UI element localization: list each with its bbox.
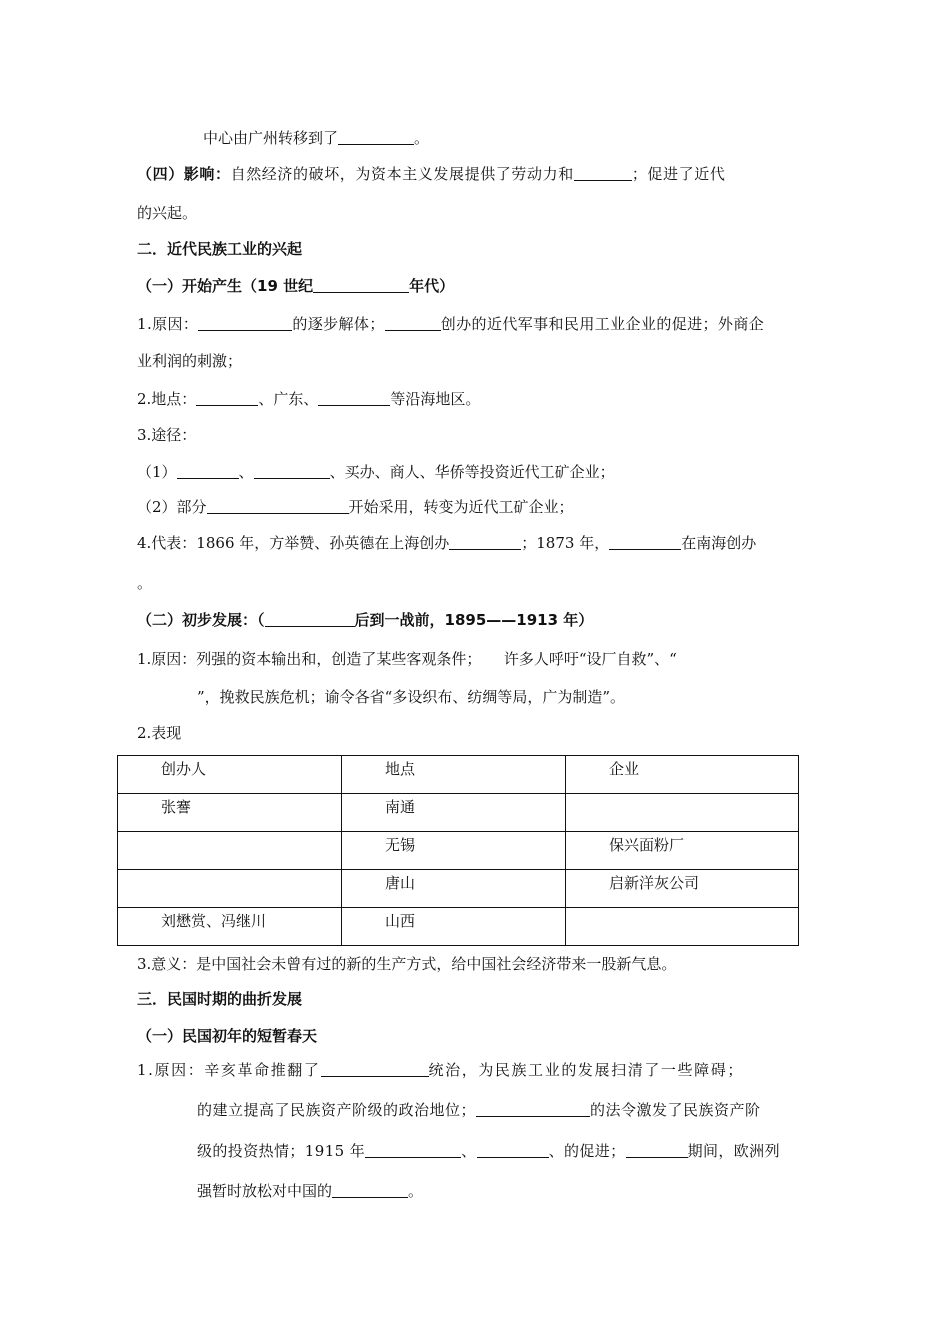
s2-place-line — [137, 388, 480, 410]
s2-meaning-line: 3.意义：是中国社会未曾有过的新的生产方式，给中国社会经济带来一股新气息。 — [137, 955, 677, 973]
s3-line3-mid2: 、的促进； — [548, 1142, 626, 1160]
s3-reason-after: 统治，为民族工业的发展扫清了一些障碍； — [428, 1061, 744, 1079]
reason-mid1: 的逐步解体； — [292, 315, 385, 333]
transfer-text: 中心由广州转移到了 — [203, 129, 339, 147]
table-cell: 山西 — [342, 908, 566, 946]
table-cell: 唐山 — [342, 870, 566, 908]
influence-line — [137, 163, 725, 185]
table-header-row — [118, 756, 799, 794]
reason-label: 1.原因： — [137, 315, 199, 333]
place-mid: 、广东、 — [258, 390, 319, 408]
s2-rep-line — [137, 532, 756, 554]
path1-label: （1） — [137, 463, 177, 481]
table-cell: 张謇 — [118, 794, 342, 832]
transfer-line — [203, 127, 429, 149]
s3-reason-line — [137, 1059, 744, 1081]
place-after: 等沿海地区。 — [390, 390, 481, 408]
place-label: 2.地点： — [137, 390, 197, 408]
table-header-place: 地点 — [342, 756, 566, 794]
blank-field[interactable] — [313, 276, 409, 293]
blank-field[interactable] — [177, 462, 239, 479]
blank-field[interactable] — [574, 164, 632, 181]
s2-path1-line — [137, 461, 615, 483]
blank-field[interactable] — [609, 533, 681, 550]
table-cell[interactable] — [118, 832, 342, 870]
blank-field[interactable] — [332, 1181, 408, 1198]
s3-line3-before: 级的投资热情；1915 年 — [197, 1142, 366, 1160]
section-2-sub2-heading — [137, 609, 593, 631]
blank-field[interactable] — [476, 1100, 590, 1117]
s3-line3-after: 期间，欧洲列 — [687, 1142, 780, 1160]
s3-line-3 — [197, 1140, 780, 1162]
s2-sub2-reason-line-2: ”，挽救民族危机；谕令各省“多设织布、纺绸等局，广为制造”。 — [197, 688, 626, 706]
s2-reason-line-2: 业利润的刺激； — [137, 352, 243, 370]
s2-path2-line — [137, 496, 574, 518]
influence-after: ；促进了近代 — [631, 165, 726, 183]
s3-line3-mid1: 、 — [461, 1142, 477, 1160]
blank-field[interactable] — [449, 533, 521, 550]
section-2-sub1-heading — [137, 275, 454, 297]
s2-reason-line — [137, 313, 764, 335]
sub1-heading-before: （一）开始产生（19 世纪 — [137, 277, 314, 295]
blank-field[interactable] — [321, 1060, 429, 1077]
s3-line4-before: 强暂时放松对中国的 — [197, 1182, 333, 1200]
blank-field[interactable] — [207, 497, 349, 514]
influence-line-2 — [137, 202, 197, 224]
enterprise-table — [117, 755, 799, 946]
reason-mid2: 创办的近代军事和民用工业企业的促进；外商企 — [440, 315, 765, 333]
sub1-heading-after: 年代） — [409, 277, 455, 295]
rep-after: 在南海创办 — [681, 534, 757, 552]
table-row — [118, 794, 799, 832]
path1-after: 、买办、商人、华侨等投资近代工矿企业； — [329, 463, 615, 481]
blank-field[interactable] — [196, 389, 258, 406]
table-cell: 刘懋赏、冯继川 — [118, 908, 342, 946]
table-header-founder: 创办人 — [118, 756, 342, 794]
s3-line2-before: 的建立提高了民族资产阶级的政治地位； — [197, 1101, 477, 1119]
path1-mid: 、 — [238, 463, 254, 481]
s3-line4-after: 。 — [408, 1182, 424, 1200]
table-cell[interactable] — [118, 870, 342, 908]
s3-line-4 — [197, 1180, 423, 1202]
table-row — [118, 908, 799, 946]
influence-label: （四）影响： — [137, 165, 231, 183]
blank-field[interactable] — [198, 314, 292, 331]
path2-after: 开始采用，转变为近代工矿企业； — [348, 498, 574, 516]
blank-field[interactable] — [365, 1141, 461, 1158]
blank-field[interactable] — [265, 610, 355, 627]
s2-sub2-reason-line: 1.原因：列强的资本输出和，创造了某些客观条件； 许多人呼吁“设厂自救”、“ — [137, 650, 677, 668]
section-3-heading: 三．民国时期的曲折发展 — [137, 990, 303, 1008]
rep-label: 4.代表：1866 年，方举赞、孙英德在上海创办 — [137, 534, 450, 552]
influence-text: 自然经济的破坏，为资本主义发展提供了劳动力和 — [230, 165, 574, 183]
section-2-heading: 二．近代民族工业的兴起 — [137, 240, 303, 258]
s3-line-2 — [197, 1099, 761, 1121]
path2-label: （2）部分 — [137, 498, 207, 516]
s2-table-heading: 2.表现 — [137, 724, 182, 742]
blank-field[interactable] — [338, 128, 414, 145]
table-cell[interactable] — [566, 908, 799, 946]
blank-field[interactable] — [626, 1141, 688, 1158]
blank-field[interactable] — [385, 314, 441, 331]
table-row — [118, 870, 799, 908]
table-cell: 无锡 — [342, 832, 566, 870]
s3-reason-label: 1.原因：辛亥革命推翻了 — [137, 1061, 321, 1079]
sub2-heading-after: 后到一战前，1895——1913 年） — [354, 611, 594, 629]
section-3-sub1-heading: （一）民国初年的短暂春天 — [137, 1027, 318, 1045]
transfer-end: 。 — [414, 129, 430, 147]
table-header-enterprise: 企业 — [566, 756, 799, 794]
s3-line2-after: 的法令激发了民族资产阶 — [590, 1101, 761, 1119]
table-cell: 南通 — [342, 794, 566, 832]
table-row — [118, 832, 799, 870]
influence-line-2-text: 的兴起。 — [137, 204, 198, 222]
s2-path-heading: 3.途径： — [137, 426, 197, 444]
rep-mid: ；1873 年， — [521, 534, 610, 552]
blank-field[interactable] — [477, 1141, 549, 1158]
blank-field[interactable] — [318, 389, 390, 406]
sub2-heading-before: （二）初步发展：（ — [137, 611, 265, 629]
s2-rep-line-2: 。 — [137, 574, 153, 592]
blank-field[interactable] — [254, 462, 330, 479]
table-cell[interactable] — [566, 794, 799, 832]
table-cell: 启新洋灰公司 — [566, 870, 799, 908]
table-cell: 保兴面粉厂 — [566, 832, 799, 870]
